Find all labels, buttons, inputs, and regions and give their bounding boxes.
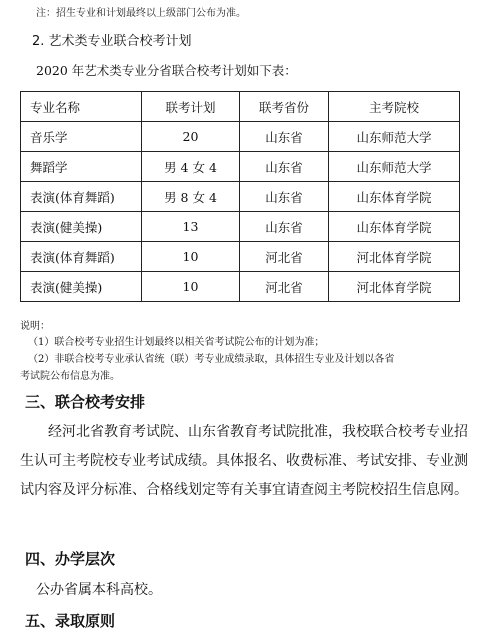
table-row (21, 182, 460, 212)
table-row (21, 152, 460, 182)
note-1: （1）联合校考专业招生计划最终以相关省考试院公布的计划为准； (28, 337, 325, 348)
notes-label: 说明： (20, 321, 50, 332)
cell-plan: 13 (142, 212, 240, 242)
joint-exam-plan-table (20, 91, 460, 302)
section-4-body: 公办省属本科高校。 (36, 582, 162, 598)
header-plan: 联考计划 (142, 92, 240, 122)
cell-province: 山东省 (240, 212, 329, 242)
cell-province: 河北省 (240, 242, 329, 272)
section-3-heading: 三、联合校考安排 (25, 393, 146, 411)
top-note: 注：招生专业和计划最终以上级部门公布为准。 (36, 8, 246, 19)
cell-school: 河北体育学院 (329, 272, 460, 302)
cell-province: 山东省 (240, 152, 329, 182)
cell-plan: 10 (142, 272, 240, 302)
cell-province: 河北省 (240, 272, 329, 302)
header-major: 专业名称 (21, 92, 142, 122)
cell-school: 山东师范大学 (329, 152, 460, 182)
cell-major: 表演(健美操) (21, 212, 142, 242)
cell-major: 舞蹈学 (21, 152, 142, 182)
section-3-text: 经河北省教育考试院、山东省教育考试院批准，我校联合校考专业招生认可主考院校专业考试成绩。具体报名、收费标准、考试安排、专业测试内容及评分标准、合格线划定等有关事宜请查阅主考院校招生信息网。 (20, 424, 468, 498)
table-row (21, 242, 460, 272)
header-province: 联考省份 (240, 92, 329, 122)
cell-plan: 20 (142, 122, 240, 152)
section-4-heading: 四、办学层次 (25, 550, 116, 568)
table-row (21, 272, 460, 302)
cell-major: 表演(体育舞蹈) (21, 182, 142, 212)
section-3-body (20, 418, 470, 505)
header-school: 主考院校 (329, 92, 460, 122)
cell-plan: 男 8 女 4 (142, 182, 240, 212)
section-5-heading: 五、录取原则 (25, 612, 116, 630)
cell-plan: 男 4 女 4 (142, 152, 240, 182)
table-row (21, 212, 460, 242)
note-2: （2）非联合校考专业承认省统（联）考专业成绩录取，具体招生专业及计划以各省 (28, 354, 395, 365)
cell-school: 河北体育学院 (329, 242, 460, 272)
cell-major: 表演(体育舞蹈) (21, 242, 142, 272)
cell-province: 山东省 (240, 122, 329, 152)
cell-province: 山东省 (240, 182, 329, 212)
cell-school: 山东师范大学 (329, 122, 460, 152)
cell-school: 山东体育学院 (329, 212, 460, 242)
cell-major: 音乐学 (21, 122, 142, 152)
section-2-heading: 2. 艺术类专业联合校考计划 (32, 34, 192, 49)
table-intro: 2020 年艺术类专业分省联合校考计划如下表： (36, 63, 297, 78)
table-row (21, 122, 460, 152)
table-header-row (21, 92, 460, 122)
note-2-continued: 考试院公布信息为准。 (20, 371, 120, 382)
cell-school: 山东体育学院 (329, 182, 460, 212)
cell-plan: 10 (142, 242, 240, 272)
cell-major: 表演(健美操) (21, 272, 142, 302)
